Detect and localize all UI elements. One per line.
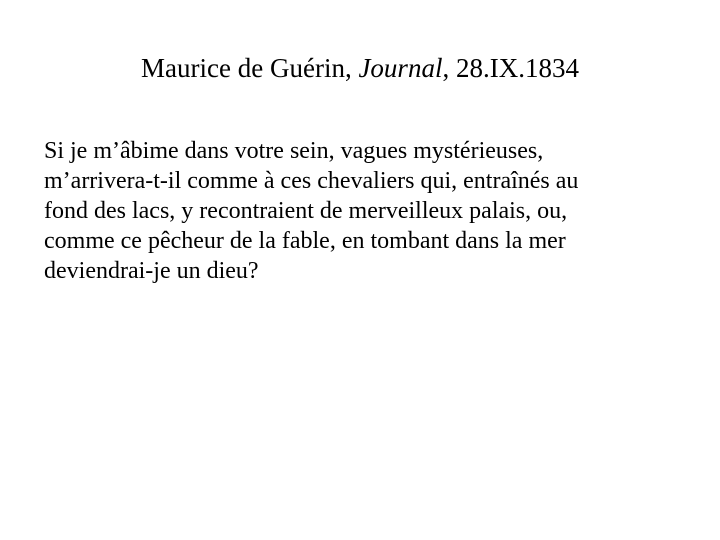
quote-line: comme ce pêcheur de la fable, en tombant dans la mer	[44, 228, 566, 254]
slide-title	[0, 50, 720, 86]
quote-text	[44, 136, 694, 286]
quote-line: deviendrai-je un dieu?	[44, 258, 259, 284]
title-date: , 28.IX.1834	[442, 53, 579, 83]
quote-line: Si je m’âbime dans votre sein, vagues mystérieuses,	[44, 138, 544, 164]
title-work: Journal	[358, 53, 443, 83]
title-author: Maurice de Guérin,	[141, 53, 359, 83]
quote-line: m’arrivera-t-il comme à ces chevaliers qui, entraînés au	[44, 168, 579, 194]
quote-line: fond des lacs, y recontraient de merveilleux palais, ou,	[44, 198, 568, 224]
